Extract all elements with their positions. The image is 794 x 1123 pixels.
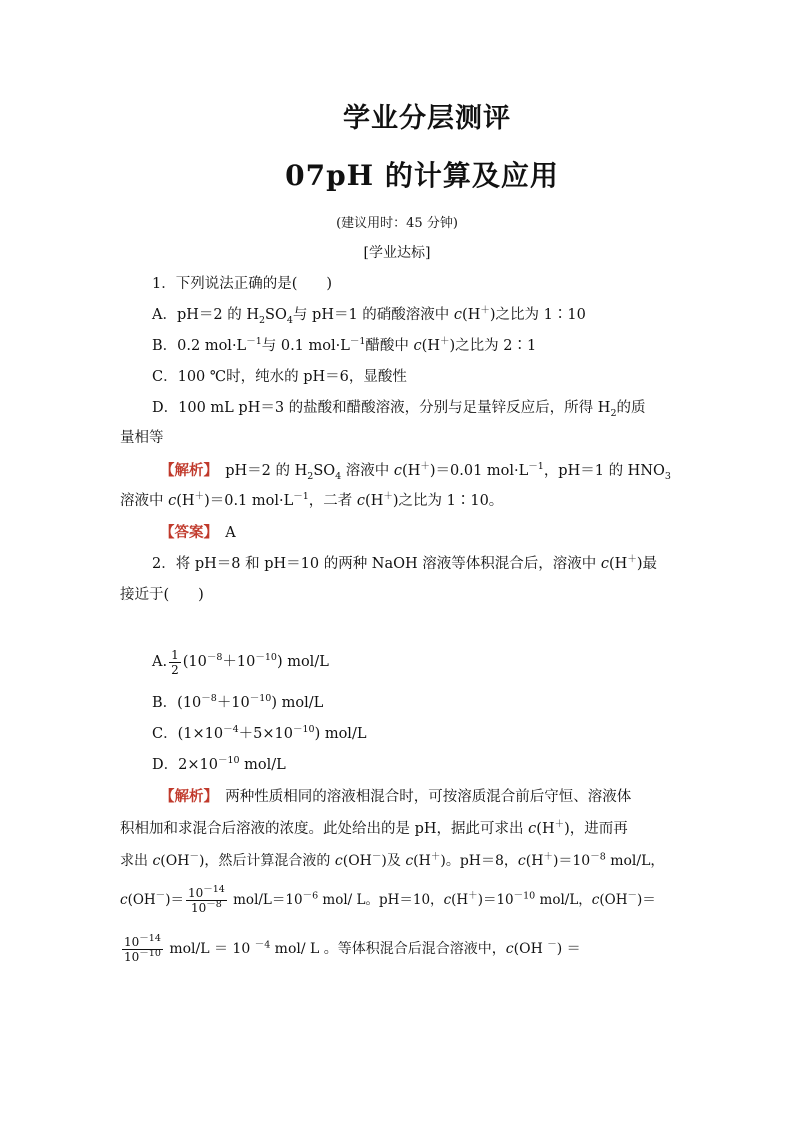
q1-analysis-line1: 【解析】 pH＝2 的 $H_2SO_4$ 溶液中 c(H＋)＝0.01 $mol\cdot L^{-1}$，pH＝1 的 $HNO_3$ bbox=[160, 461, 671, 482]
q2-stem-line1: 2．将 pH＝8 和 pH＝10 的两种 NaOH 溶液等体积混合后，溶液中 c(H＋)最 bbox=[152, 554, 658, 572]
q1-option-d: D．100 mL pH＝3 的盐酸和醋酸溶液，分别与足量锌反应后，所得 $H_2$的质 bbox=[152, 400, 646, 419]
answer-tag: 【答案】 bbox=[160, 524, 211, 541]
q2-analysis-line4: c(OH－)＝ $\frac{10^{-14}}{10^{-8}}$ mol/$L=10^{-6}$ mol/ L。pH＝10，$c(H^+)=10^{-10}$ mol/L，c(OH－)＝ bbox=[120, 884, 656, 915]
q2-option-b: B．$(10^{-8}+10^{-10})$ mol/L bbox=[152, 693, 324, 711]
q1-option-c: C．100 ℃时，纯水的 pH＝6，显酸性 bbox=[152, 369, 407, 385]
q2-analysis-line1: 【解析】 两种性质相同的溶液相混合时，可按溶质混合前后守恒、溶液体 bbox=[160, 788, 632, 805]
q1-option-b: B．0.2 $mol\cdot L^{-1}$与 0.1 $mol\cdot L^{-1}$醋酸中 c(H＋)之比为 2∶1 bbox=[152, 336, 537, 354]
time-hint: (建议用时：45 分钟) bbox=[336, 216, 458, 231]
q2-option-c: C．$(1\times 10^{-4}+5\times 10^{-10})$ mol/L bbox=[152, 724, 367, 742]
q1-stem: 1．下列说法正确的是( ) bbox=[152, 276, 333, 292]
analysis-tag: 【解析】 bbox=[160, 462, 211, 479]
q2-stem-line2: 接近于( ) bbox=[120, 587, 204, 603]
q2-analysis-line5: $\frac{10^{-14}}{10^{-10}}$ mol/L ＝ 10 $^{-4}$ mol/ L 。等体积混合后混合溶液中，c(OH －) ＝ bbox=[124, 932, 581, 964]
page-subtitle: 07pH 的计算及应用 bbox=[285, 159, 559, 192]
q2-analysis-line2: 积相加和求混合后溶液的浓度。此处给出的是 pH，据此可求出 c(H＋)，进而再 bbox=[120, 819, 628, 837]
analysis-tag: 【解析】 bbox=[160, 788, 211, 805]
q2-option-d: D．$2\times 10^{-10}$ mol/L bbox=[152, 755, 286, 773]
q1-option-d-cont: 量相等 bbox=[120, 430, 164, 446]
section-label: [学业达标] bbox=[363, 245, 431, 261]
q1-analysis-line2: 溶液中 c(H＋)＝0.1 $mol\cdot L^{-1}$，二者 c(H＋)之比为 1∶10。 bbox=[120, 491, 504, 509]
q2-analysis-line3: 求出 c(OH－)，然后计算混合液的 c(OH－)及 c(H＋)。pH＝8，$c(H^+)=10^{-8}$ mol/L， bbox=[120, 851, 665, 869]
q1-answer: 【答案】 A bbox=[160, 524, 236, 541]
q1-option-a: A．pH＝2 的 $H_2SO_4$与 pH＝1 的硝酸溶液中 c(H＋)之比为 1∶10 bbox=[152, 305, 586, 326]
q2-option-a: A. $\frac{1}{2}$ $(10^{-8}+10^{-10})$ mol/L bbox=[152, 647, 329, 677]
page-title: 学业分层测评 bbox=[343, 103, 511, 134]
